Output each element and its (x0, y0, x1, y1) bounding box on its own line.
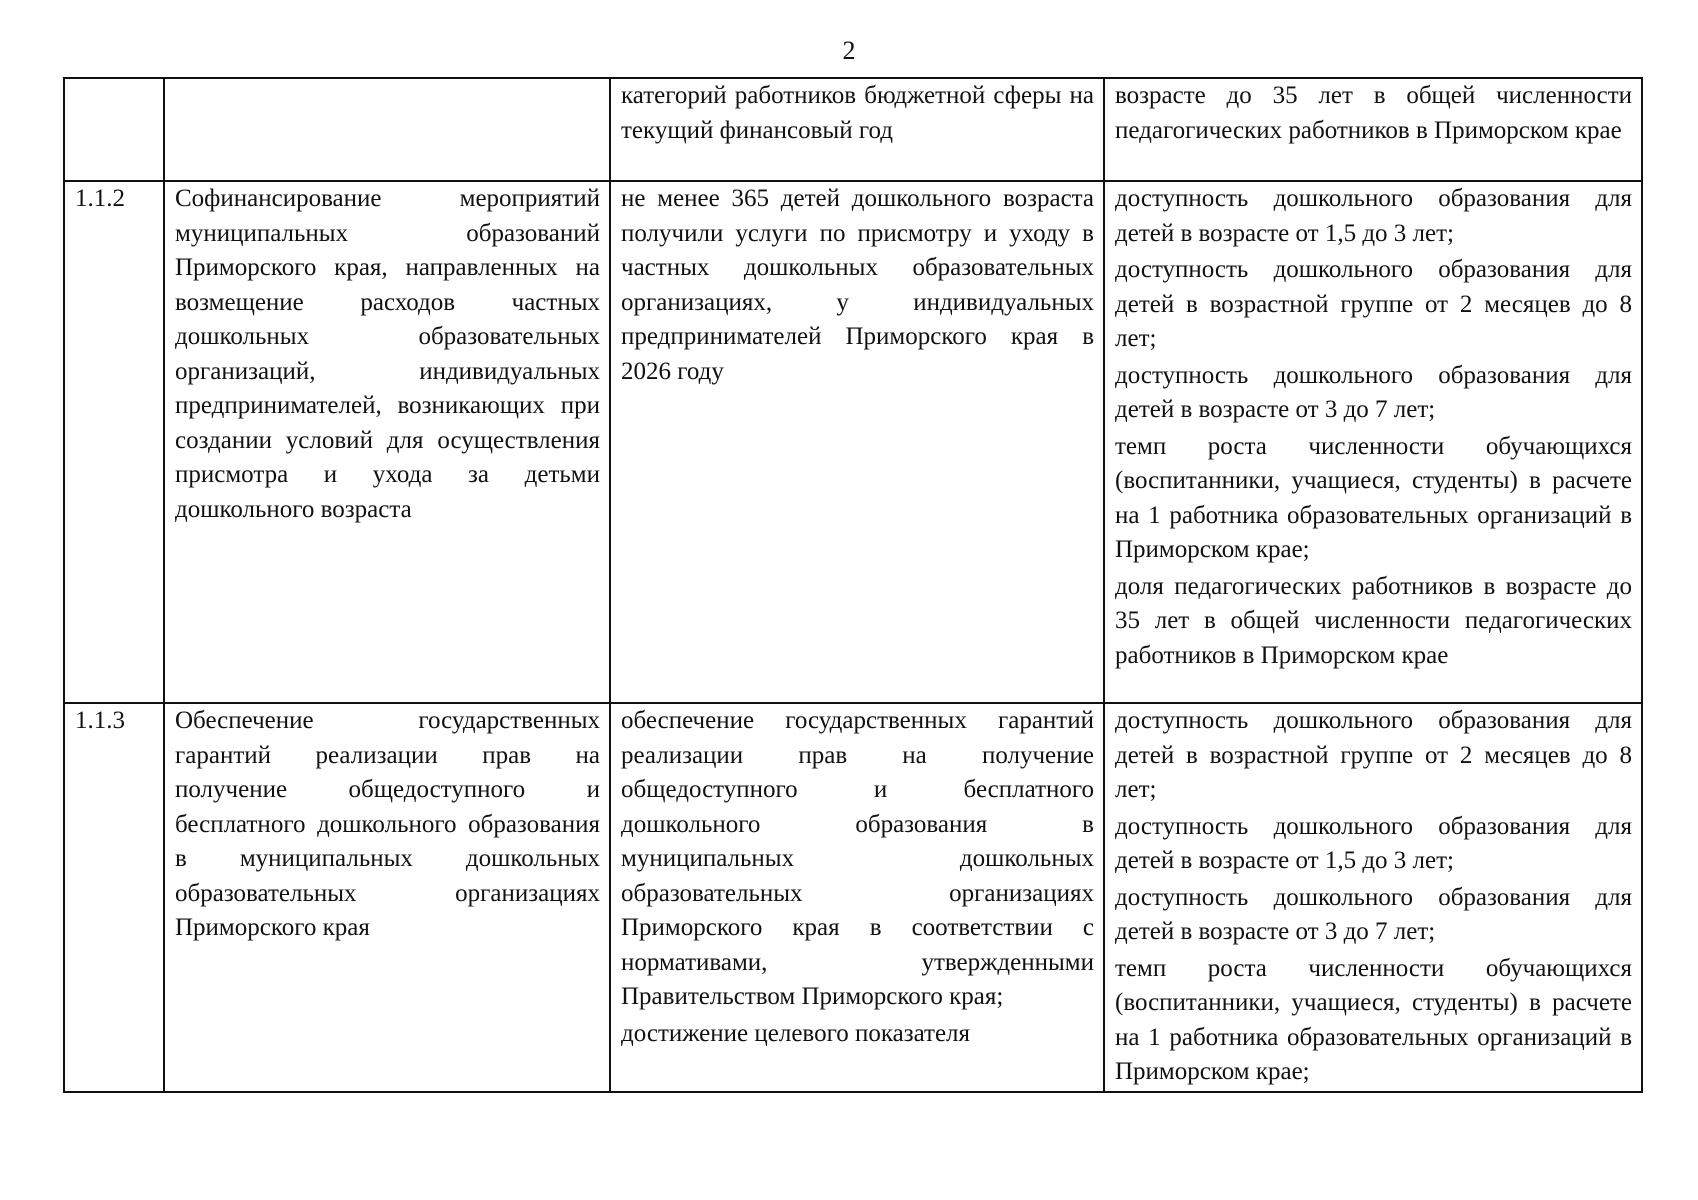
indicator-paragraph: доступность дошкольного образования для детей в возрасте от 3 до 7 лет; (1115, 361, 1632, 423)
indicator-paragraph: темп роста численности обучающихся (воспитанники, учащиеся, студенты) в расчете на 1 работника образовательных организаций в Приморском крае; (1115, 954, 1632, 1085)
indicators-cell (1104, 78, 1642, 181)
indicator-paragraph: доля педагогических работников в возрасте до 35 лет в общей численности педагогических работников в Приморском крае (1115, 572, 1632, 669)
result-paragraph: достижение целевого показателя (621, 1019, 971, 1047)
indicator-paragraph: темп роста численности обучающихся (воспитанники, учащиеся, студенты) в расчете на 1 работника образовательных организаций в Приморском крае; (1115, 432, 1632, 563)
program-measures-table (63, 77, 1643, 1093)
table-row (64, 181, 1642, 703)
result-cell (610, 78, 1104, 181)
indicator-paragraph: доступность дошкольного образования для детей в возрасте от 1,5 до 3 лет; (1115, 812, 1632, 874)
result-paragraph: категорий работников бюджетной сферы на текущий финансовый год (621, 82, 1094, 144)
result-cell (610, 181, 1104, 703)
measure-cell: Обеспечение государственных гарантий реализации прав на получение общедоступного и бесплатного дошкольного образования в муниципальных дошкольных образовательных организациях Приморского края (164, 703, 610, 1092)
table-row (64, 78, 1642, 181)
table-row (64, 703, 1642, 1092)
indicator-paragraph: доступность дошкольного образования для детей в возрастной группе от 2 месяцев до 8 лет; (1115, 707, 1632, 803)
result-cell (610, 703, 1104, 1092)
row-number-cell: 1.1.3 (64, 703, 164, 1092)
indicator-paragraph: доступность дошкольного образования для детей в возрастной группе от 2 месяцев до 8 лет; (1115, 256, 1632, 352)
row-number-cell (64, 78, 164, 181)
row-number-cell: 1.1.2 (64, 181, 164, 703)
measure-cell: Софинансирование мероприятий муниципальных образований Приморского края, направленных на возмещение расходов частных дошкольных образовательных организаций, индивидуальных предпринимателей, возникающих при создании условий для осуществления присмотра и ухода за детьми дошкольного возраста (164, 181, 610, 703)
result-paragraph: обеспечение государственных гарантий реализации прав на получение общедоступного и бесплатного дошкольного образования в муниципальных дошкольных образовательных организациях Приморского края в соответствии с нормативами, утвержденными Правительством Приморского края; (621, 707, 1094, 1010)
indicator-paragraph: возрасте до 35 лет в общей численности педагогических работников в Приморском крае (1115, 82, 1632, 144)
indicator-paragraph: доступность дошкольного образования для детей в возрасте от 1,5 до 3 лет; (1115, 185, 1632, 247)
indicators-cell (1104, 703, 1642, 1092)
indicators-cell (1104, 181, 1642, 703)
page-number: 2 (842, 36, 856, 65)
measure-cell (164, 78, 610, 181)
result-paragraph: не менее 365 детей дошкольного возраста получили услуги по присмотру и уходу в частных дошкольных образовательных организациях, у индивидуальных предпринимателей Приморского края в 2026 году (621, 185, 1094, 385)
indicator-paragraph: доступность дошкольного образования для детей в возрасте от 3 до 7 лет; (1115, 883, 1632, 945)
